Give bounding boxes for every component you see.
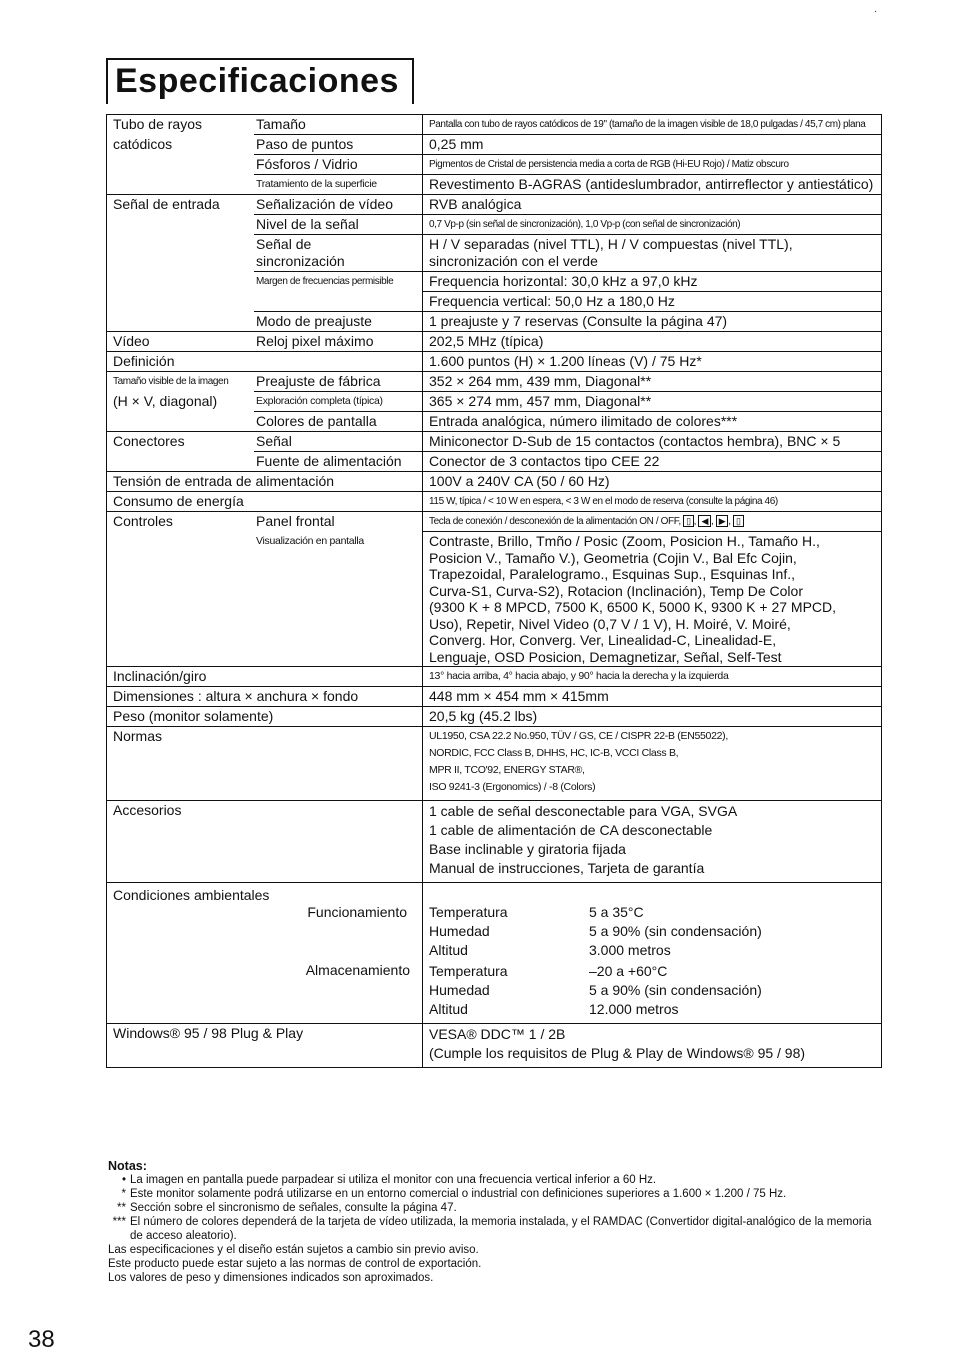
right-arrow-icon: ▶ bbox=[716, 515, 729, 527]
controls-front-label: Panel frontal bbox=[254, 512, 423, 532]
page-number: 38 bbox=[28, 1326, 55, 1353]
weight-label: Peso (monitor solamente) bbox=[107, 707, 423, 727]
crt-label: Tubo de rayos bbox=[107, 115, 255, 135]
video-clock-value: 202,5 MHz (típica) bbox=[423, 332, 882, 352]
image-size-label: Tamaño visible de la imagen bbox=[107, 372, 255, 392]
crt-phosphor-label: Fósforos / Vidrio bbox=[254, 155, 423, 175]
input-freq-v: Frequencia vertical: 50,0 Hz a 180,0 Hz bbox=[423, 292, 882, 312]
controls-front-value: Tecla de conexión / desconexión de la alimentación ON / OFF, ▯ , ◀ , ▶ , ▯ bbox=[423, 512, 882, 532]
input-video-value: RVB analógica bbox=[423, 195, 882, 215]
crt-surface-value: Revestimento B-AGRAS (antideslumbrador, antirreflector y antiestático) bbox=[423, 175, 882, 195]
controls-label: Controles bbox=[107, 512, 255, 532]
pnp-label: Windows® 95 / 98 Plug & Play bbox=[107, 1024, 423, 1068]
video-clock-label: Reloj pixel máximo bbox=[254, 332, 423, 352]
colors-label: Colores de pantalla bbox=[254, 412, 423, 432]
voltage-value: 100V a 240V CA (50 / 60 Hz) bbox=[423, 472, 882, 492]
crt-size-value: Pantalla con tubo de rayos catódicos de 19" (tamaño de la imagen visible de 18,0 pulgadas / 45,7 cm) plana bbox=[423, 115, 882, 135]
notes-section bbox=[108, 1159, 878, 1285]
stray-mark: · bbox=[874, 6, 878, 17]
crt-size-label: Tamaño bbox=[254, 115, 423, 135]
environment-label: Condiciones ambientales Funcionamiento bbox=[107, 883, 423, 962]
environment-operation-label: Funcionamiento bbox=[307, 904, 407, 920]
input-freq-h: Frequencia horizontal: 30,0 kHz a 97,0 kHz bbox=[423, 272, 882, 292]
crt-label-2: catódicos bbox=[107, 135, 255, 155]
connectors-signal-label: Señal bbox=[254, 432, 423, 452]
image-factory-value: 352 × 264 mm, 439 mm, Diagonal** bbox=[423, 372, 882, 392]
connectors-power-value: Conector de 3 contactos tipo CEE 22 bbox=[423, 452, 882, 472]
button-icon-2: ▯ bbox=[733, 515, 744, 527]
page-title: Especificaciones bbox=[115, 62, 399, 100]
environment-storage: Temperatura –20 a +60°C Humedad 5 a 90% (sin condensación) Altitud 12.000 metros bbox=[423, 961, 882, 1024]
footer-line: Este producto puede estar sujeto a las normas de control de exportación. bbox=[108, 1258, 482, 1270]
input-preset-value: 1 preajuste y 7 reservas (Consulte la página 47) bbox=[423, 312, 882, 332]
footer-line: Las especificaciones y el diseño están sujetos a cambio sin previo aviso. bbox=[108, 1244, 479, 1256]
spec-table bbox=[106, 114, 882, 1068]
weight-value: 20,5 kg (45.2 lbs) bbox=[423, 707, 882, 727]
crt-surface-label: Tratamiento de la superficie bbox=[254, 175, 423, 195]
consumption-value: 115 W, típica / < 10 W en espera, < 3 W en el modo de reserva (consulte la página 46) bbox=[423, 492, 882, 512]
input-level-label: Nivel de la señal bbox=[254, 215, 423, 235]
definition-label: Definición bbox=[107, 352, 423, 372]
input-sync-value: H / V separadas (nivel TTL), H / V compuestas (nivel TTL), sincronización con el verde bbox=[423, 235, 882, 272]
input-level-value: 0,7 Vp-p (sin señal de sincronización), 1,0 Vp-p (con señal de sincronización) bbox=[423, 215, 882, 235]
controls-osd-value: Contraste, Brillo, Tmño / Posic (Zoom, Posicion H., Tamaño H., Posicion V., Tamaño V.), Geometria (Cojin V., Bal Efc Cojin, Trapezoidal, Paralelogramo., Esquinas Sup., Esquinas Inf., Curva-S1, Curva-S2), Rotacion (Inclinación), Temp De Color (9300 K + 8 MPCD, 7500 K, 6500 K, 5000 K, 9300 K + 27 MPCD, Uso), Repetir, Nivel Video (0,7 V / 1 V), H. Moiré, V. Moiré, Converg. Hor, Converg. Ver, Linealidad-C, Linealidad-E, Lenguaje, OSD Posicion, Demagnetizar, Señal, Self-Test bbox=[423, 532, 882, 667]
input-label: Señal de entrada bbox=[107, 195, 255, 215]
connectors-signal-value: Miniconector D-Sub de 15 contactos (contactos hembra), BNC × 5 bbox=[423, 432, 882, 452]
crt-pitch-value: 0,25 mm bbox=[423, 135, 882, 155]
note-item: ** Sección sobre el sincronismo de señales, consulte la página 47. bbox=[117, 1202, 457, 1214]
accessories-value: 1 cable de señal desconectable para VGA, SVGA 1 cable de alimentación de CA desconectable Base inclinable y giratoria fijada Manual de instrucciones, Tarjeta de garantía bbox=[423, 801, 882, 883]
tilt-label: Inclinación/giro bbox=[107, 667, 423, 687]
image-full-label: Exploración completa (típica) bbox=[254, 392, 423, 412]
video-label: Vídeo bbox=[107, 332, 255, 352]
input-preset-label: Modo de preajuste bbox=[254, 312, 423, 332]
note-item: * Este monitor solamente podrá utilizarse en un entorno comercial o industrial con definiciones superiores a 1.600 × 1.200 / 75 Hz. bbox=[121, 1188, 787, 1200]
colors-value: Entrada analógica, número ilimitado de colores*** bbox=[423, 412, 882, 432]
dimensions-value: 448 mm × 454 mm × 415mm bbox=[423, 687, 882, 707]
controls-osd-label: Visualización en pantalla bbox=[256, 534, 364, 547]
button-icon-1: ▯ bbox=[683, 515, 694, 527]
notes-heading: Notas: bbox=[108, 1159, 147, 1173]
crt-pitch-label: Paso de puntos bbox=[254, 135, 423, 155]
input-sync-label: Señal de sincronización bbox=[254, 235, 423, 272]
left-arrow-icon: ◀ bbox=[698, 515, 711, 527]
input-video-label: Señalización de vídeo bbox=[254, 195, 423, 215]
tilt-value: 13° hacia arriba, 4° hacia abajo, y 90° hacia la derecha y la izquierda bbox=[423, 667, 882, 687]
footer-line: Los valores de peso y dimensiones indicados son aproximados. bbox=[108, 1272, 434, 1284]
definition-value: 1.600 puntos (H) × 1.200 líneas (V) / 75 Hz* bbox=[423, 352, 882, 372]
standards-value: UL1950, CSA 22.2 No.950, TÜV / GS, CE / CISPR 22-B (EN55022), NORDIC, FCC Class B, DHHS, HC, IC-B, VCCI Class B, MPR II, TCO'92, ENERGY STAR®, ISO 9241-3 (Ergonomics) / -8 (Colors) bbox=[423, 727, 882, 801]
voltage-label: Tensión de entrada de alimentación bbox=[107, 472, 423, 492]
note-item: *** El número de colores dependerá de la tarjeta de vídeo utilizada, la memoria instalada, y el RAMDAC (Convertidor digital-analógico de la memoria de acceso aleatorio). bbox=[112, 1216, 872, 1242]
connectors-label: Conectores bbox=[107, 432, 255, 452]
environment-operation: Temperatura 5 a 35°C Humedad 5 a 90% (sin condensación) Altitud 3.000 metros bbox=[423, 883, 882, 962]
image-full-value: 365 × 274 mm, 457 mm, Diagonal** bbox=[423, 392, 882, 412]
consumption-label: Consumo de energía bbox=[107, 492, 423, 512]
image-factory-label: Preajuste de fábrica bbox=[254, 372, 423, 392]
environment-storage-label: Almacenamiento bbox=[107, 961, 423, 1024]
input-freq-label: Margen de frecuencias permisible bbox=[254, 272, 423, 292]
crt-phosphor-value: Pigmentos de Cristal de persistencia media a corta de RGB (Hi-EU Rojo) / Matiz obscuro bbox=[423, 155, 882, 175]
dimensions-label: Dimensiones : altura × anchura × fondo bbox=[107, 687, 423, 707]
pnp-value: VESA® DDC™ 1 / 2B (Cumple los requisitos de Plug & Play de Windows® 95 / 98) bbox=[423, 1024, 882, 1068]
accessories-label: Accesorios bbox=[107, 801, 423, 883]
note-item: • La imagen en pantalla puede parpadear si utiliza el monitor con una frecuencia vertical inferior a 60 Hz. bbox=[121, 1174, 657, 1186]
image-size-label-2: (H × V, diagonal) bbox=[107, 392, 255, 412]
connectors-power-label: Fuente de alimentación bbox=[254, 452, 423, 472]
standards-label: Normas bbox=[107, 727, 423, 801]
